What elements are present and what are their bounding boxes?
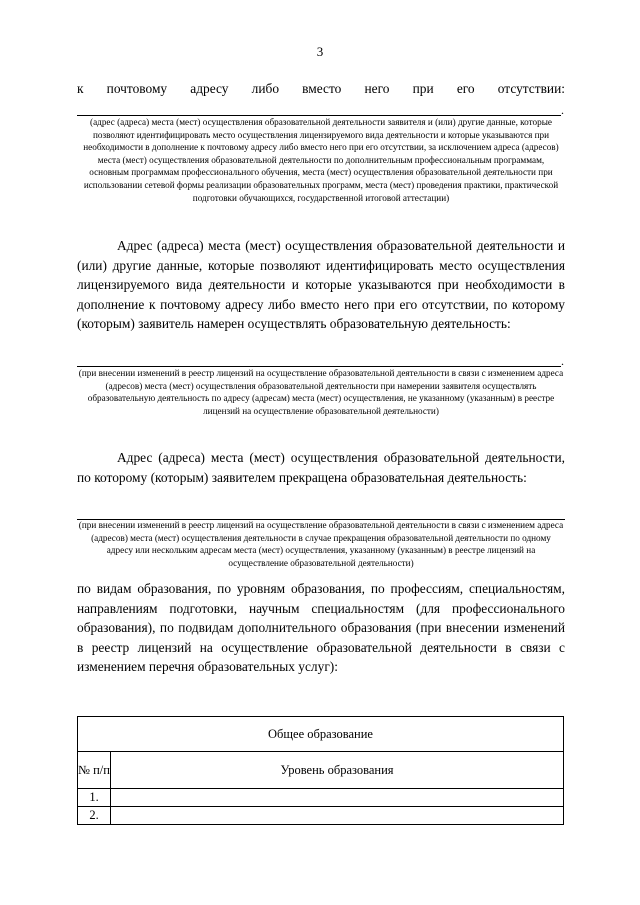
intro-word: адресу — [190, 81, 229, 96]
paragraph-1 — [77, 236, 565, 334]
intro-word: него — [364, 81, 390, 96]
note-2: (при внесении изменений в реестр лицензий на осуществление образовательной деятельности в связи с изменением адреса (адресов) места (мест) осуществления образовательной деятельности при намерении заявителя осуществлять образовательную деятельность по адресу (адресам) места (мест) осуществления, не указанному (указанным) в реестре лицензий на осуществление образовательной деятельности) — [78, 368, 564, 416]
row-level-cell[interactable] — [111, 789, 564, 807]
col-header-level: Уровень образования — [111, 752, 564, 789]
paragraph-3-text: по видам образования, по уровням образования, по профессиям, специальностям, направлениям подготовки, научным специальностям (для профессионального образования), по подвидам дополнительного образования (при внесении изменений в реестр лицензий на осуществление образовательной деятельности в связи с изменением перечня образовательных услуг): — [77, 581, 565, 675]
intro-word: отсутствии: — [497, 81, 565, 96]
intro-word: почтовому — [106, 81, 168, 96]
intro-line — [77, 80, 565, 98]
paragraph-3 — [77, 579, 565, 677]
note-3: (при внесении изменений в реестр лицензий на осуществление образовательной деятельности в связи с изменением адреса (адресов) места (мест) осуществления деятельности в случае прекращения образовательной деятельности по одному адресу или нескольким адресам места (мест) осуществления, указанному (указанным) в реестре лицензий на осуществление образовательной деятельности) — [78, 520, 564, 568]
intro-word: при — [412, 81, 434, 96]
intro-word: либо — [251, 81, 280, 96]
page-number: 3 — [316, 44, 324, 59]
table-row — [78, 789, 564, 807]
intro-word: вместо — [302, 81, 342, 96]
end-dot: . — [561, 103, 564, 117]
education-table — [77, 716, 564, 825]
paragraph-1-text: Адрес (адреса) места (мест) осуществления образовательной деятельности и (или) другие данные, которые позволяют идентифицировать место осуществления лицензируемого вида деятельности и которые указываются при необходимости в дополнение к почтовому адресу либо вместо него при его отсутствии, по которому (которым) заявитель намерен осуществлять образовательную деятельность: — [77, 238, 565, 332]
row-level-cell[interactable] — [111, 807, 564, 825]
paragraph-2-text: Адрес (адреса) места (мест) осуществления образовательной деятельности, по которому (которым) заявителем прекращена образовательная деятельность: — [77, 450, 565, 485]
note-1: (адрес (адреса) места (мест) осуществления образовательной деятельности заявителя и (или) другие данные, которые позволяют идентифицировать место осуществления лицензируемого вида деятельности и которые указываются при необходимости в дополнение к почтовому адресу либо вместо него при его отсутствии, за исключением адреса (адресов) места (мест) осуществления образовательной деятельности по дополнительным профессиональным программам, основным программам профессионального обучения, места (мест) осуществления образовательной деятельности при использовании сетевой формы реализации образовательных программ, места (мест) проведения практики, практической подготовки обучающихся, государственной итоговой аттестации) — [83, 117, 559, 203]
col-header-num: № п/п — [78, 752, 111, 789]
intro-word: к — [77, 81, 84, 96]
intro-word: его — [456, 81, 475, 96]
row-num: 1. — [78, 789, 111, 807]
table-row — [78, 807, 564, 825]
row-num: 2. — [78, 807, 111, 825]
paragraph-2 — [77, 448, 565, 487]
table-title: Общее образование — [78, 717, 564, 752]
end-dot: . — [561, 354, 564, 368]
